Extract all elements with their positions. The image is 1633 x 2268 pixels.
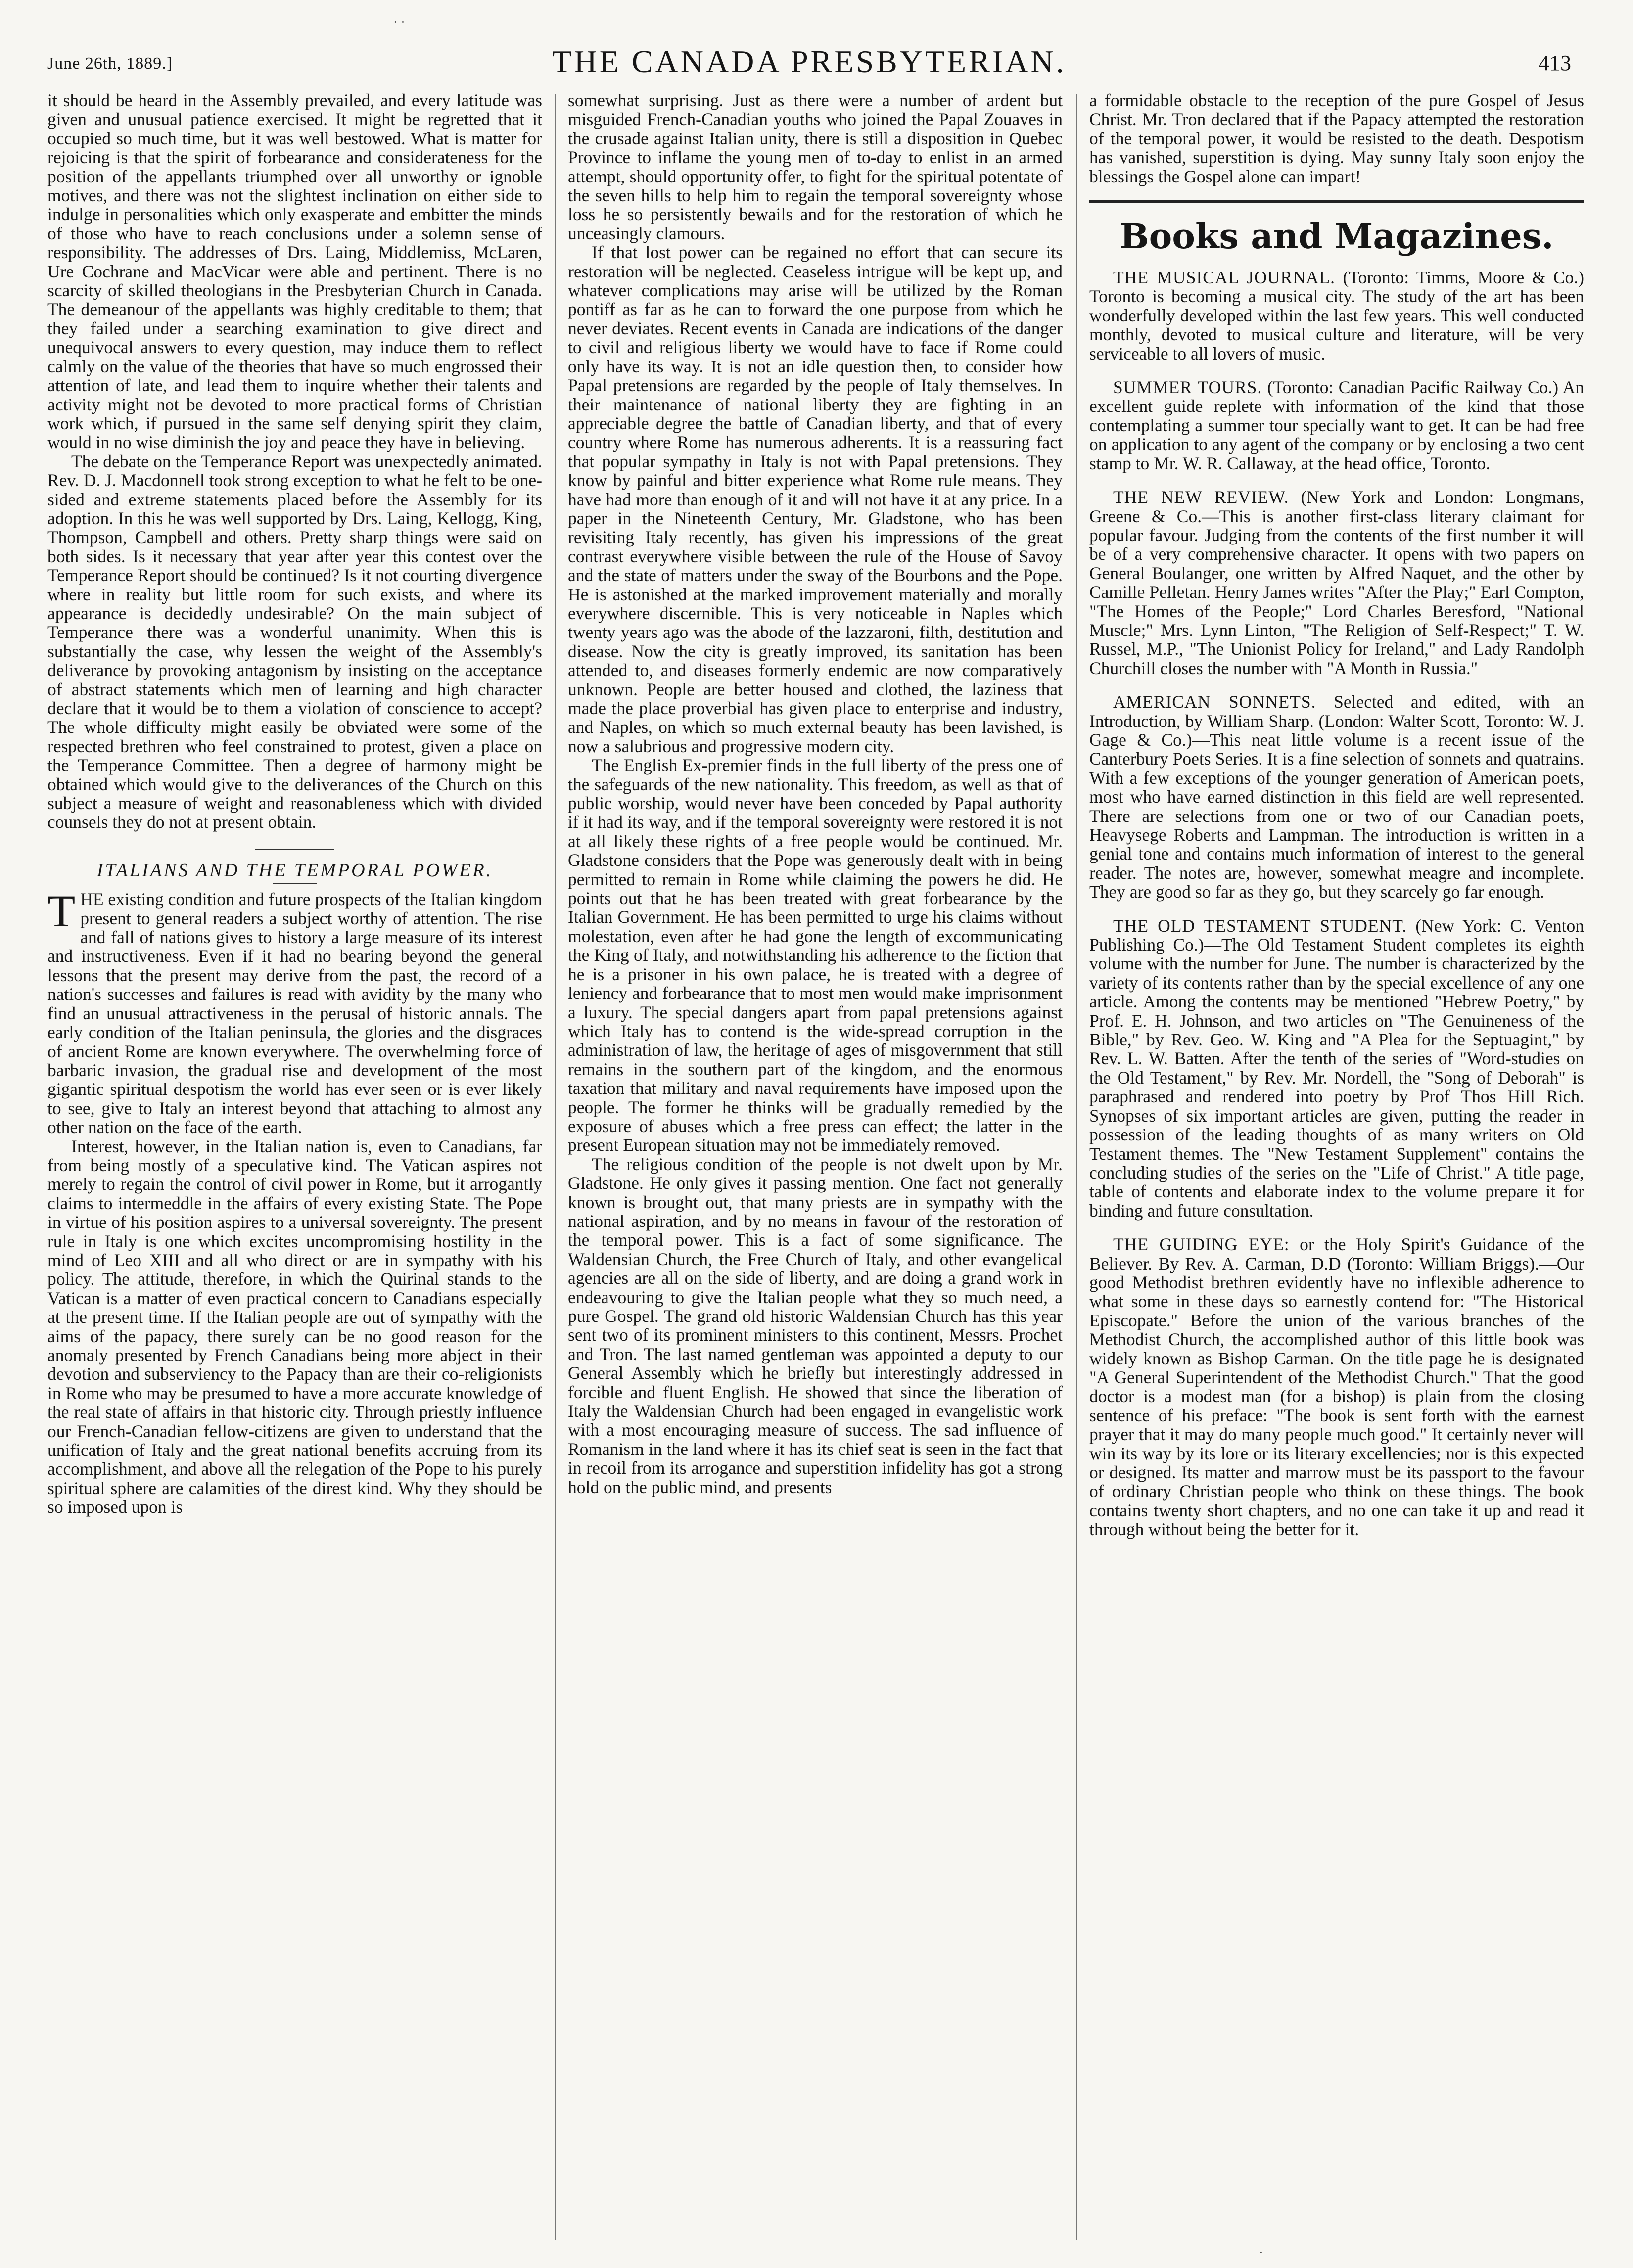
- body-paragraph: a formidable obstacle to the reception of the pure Gospel of Jesus Christ. Mr. Tron declared that if the Papacy attempted the restoration of the temporal power, it would be resisted to the death. Despotism has vanished, superstition is dying. May sunny Italy soon enjoy the blessings the Gospel alone can impart!: [1089, 91, 1584, 186]
- section-divider: [255, 849, 334, 850]
- review-title: SUMMER TOURS.: [1113, 377, 1262, 398]
- review-title: THE GUIDING EYE:: [1113, 1234, 1290, 1255]
- column-1: [47, 91, 542, 2237]
- review-item: [1089, 378, 1584, 473]
- review-body: (Toronto: Canadian Pacific Railway Co.) An excellent guide replete with information of the kind that those contemplating a summer tour specially want to get. It can be had free on application to any agent of the company or by enclosing a two cent stamp to Mr. W. R. Callaway, at the head office, Toronto.: [1089, 377, 1584, 473]
- column-2: [568, 91, 1063, 2237]
- review-body: (New York and London: Longmans, Greene & Co.—This is another first-class literary claimant for popular favour. Judging from the contents of the first number it will be of a very comprehensive character. It opens with two papers on General Boulanger, one written by Alfred Naquet, and the other by Camille Pelletan. Henry James writes "After the Play;" Earl Compton, "The Homes of the People;" Lord Charles Beresford, "National Muscle;" Mrs. Lynn Linton, "The Religion of Self-Respect;" T. W. Russel, M.P., "The Unionist Policy for Ireland," and Lady Randolph Churchill closes the number with "A Month in Russia.": [1089, 487, 1584, 678]
- review-item: [1089, 488, 1584, 678]
- review-item: [1089, 1235, 1584, 1539]
- review-body: or the Holy Spirit's Guidance of the Believer. By Rev. A. Carman, D.D (Toronto: William Briggs).—Our good Methodist brethren evidently have no inflexible adherence to what some in these days so earnestly contend for: "The Historical Episcopate." Before the union of the various branches of the Methodist Church, the accomplished author of this little book was widely known as Bishop Carman. On the title page he is designated "A General Superintendent of the Methodist Church." That the good doctor is a modest man (for a bishop) is plain from the closing sentence of his preface: "The book is sent forth with the earnest prayer that it may do many people much good." It certainly never will win its way by its lore or its literary excellencies; nor is this expected or designed. Its matter and marrow must be its passport to the favour of ordinary Christian people who think on these things. The book contains twenty short chapters, and no one can take it up and read it through without being the better for it.: [1089, 1234, 1584, 1540]
- title-underline: [273, 883, 317, 884]
- drop-cap: T: [47, 886, 76, 937]
- body-paragraph: If that lost power can be regained no effort that can secure its restoration will be neglected. Ceaseless intrigue will be kept up, and whatever complications may arise will be utilized by the Roman pontiff as far as he can to forward the one purpose from which he never deviates. Recent events in Canada are indications of the danger to civil and religious liberty we would have to face if Rome could only have its way. It is not an idle question then, to consider how Papal pretensions are regarded by the people of Italy themselves. In their maintenance of national liberty they are fighting in an appreciable degree the battle of Canadian liberty, and that of every country where Rome has numerous adherents. It is a reassuring fact that popular sympathy in Italy is not with Papal pretensions. They know by painful and bitter experience what Rome rule means. They have had more than enough of it and will not have it at any price. In a paper in the Nineteenth Century, Mr. Gladstone, who has been revisiting Italy recently, has given his impressions of the great contrast everywhere visible between the rule of the House of Savoy and the state of matters under the sway of the Bourbons and the Pope. He is astonished at the marked improvement materially and morally everywhere discernible. This is very noticeable in Naples which twenty years ago was the abode of the lazzaroni, filth, destitution and disease. Now the city is greatly improved, its sanitation has been attended to, and diseases formerly endemic are now comparatively unknown. People are better housed and clothed, the laziness that made the place proverbial has given place to enterprise and industry, and Naples, on which so much external beauty has been lavished, is now a salubrious and progressive modern city.: [568, 242, 1063, 756]
- review-title: AMERICAN SONNETS.: [1113, 692, 1316, 712]
- masthead: [47, 40, 1571, 84]
- review-body: Selected and edited, with an Introduction, by William Sharp. (London: Walter Scott, Toronto: W. J. Gage & Co.)—This neat little volume is a recent issue of the Canterbury Poets Series. It is a fine selection of sonnets and quatrains. With a few exceptions of the younger generation of American poets, most who have earned distinction in this field are well represented. There are selections from one or two of our Canadian poets, Heavysege Roberts and Lampman. The introduction is written in a genial tone and contains much information of interest to the general reader. The notes are, however, somewhat meagre and incomplete. They are good so far as they go, but they scarcely go far enough.: [1089, 692, 1584, 902]
- body-paragraph: The religious condition of the people is not dwelt upon by Mr. Gladstone. He only gives it passing mention. One fact not generally known is brought out, that many priests are in sympathy with the national aspiration, and by no means in favour of the restoration of the temporal power. This is a fact of some significance. The Waldensian Church, the Free Church of Italy, and other evangelical agencies are all on the side of liberty, and are doing a grand work in endeavouring to give the Italian people what they so much need, a pure Gospel. The grand old historic Waldensian Church has this year sent two of its prominent ministers to this continent, Messrs. Prochet and Tron. The last named gentleman was appointed a deputy to our General Assembly which he briefly but interestingly addressed in forcible and fluent English. He showed that since the liberation of Italy the Waldensian Church had been engaged in evangelistic work with a most encouraging measure of success. The sad influence of Romanism in the land where it has its chief seat is seen in the fact that in recoil from its arrogance and superstition infidelity has got a strong hold on the public mind, and presents: [568, 1154, 1063, 1497]
- review-body: (New York: C. Venton Publishing Co.)—The Old Testament Student completes its eighth volume with the number for June. The number is characterized by the variety of its contents rather than by the special excellence of any one article. Among the contents may be mentioned "Hebrew Poetry," by Prof. E. H. Johnson, and two articles on "The Genuineness of the Bible," by Rev. Geo. W. King and "A Plea for the Septuagint," by Rev. L. W. Batten. After the tenth of the series of "Word-studies on the Old Testament," by Rev. Mr. Nordell, the "Song of Deborah" is paraphrased and rendered into poetry by Prof Thos Hill Rich. Synopses of six important articles are given, putting the reader in possession of the leading thoughts of as many writers on Old Testament themes. The "New Testament Supplement" contains the concluding studies of the series on the "Life of Christ." A title page, table of contents and elaborate index to the volume prepare it for binding and future consultation.: [1089, 915, 1584, 1221]
- column-divider: [1076, 94, 1077, 2240]
- review-title: THE OLD TESTAMENT STUDENT.: [1113, 915, 1407, 936]
- review-item: [1089, 268, 1584, 363]
- article-lead-text: HE existing condition and future prospects of the Italian kingdom present to general readers a subject worthy of attention. The rise and fall of nations gives to history a large measure of its interest and instructiveness. Even if it had no bearing beyond the general lessons that the present may derive from the past, the record of a nation's successes and failures is read with avidity by the many who find an unusual attractiveness in the perusal of historic annals. The early condition of the Italian peninsula, the glories and the disgraces of ancient Rome are known everywhere. The overwhelming force of barbaric invasion, the gradual rise and development of the most gigantic spiritual despotism the world has ever seen or is ever likely to see, give to Italy an interest beyond that attaching to almost any other nation on the face of the earth.: [47, 889, 542, 1137]
- review-item: [1089, 692, 1584, 901]
- article-lead-paragraph: [47, 886, 542, 1137]
- review-body: (Toronto: Timms, Moore & Co.) Toronto is becoming a musical city. The study of the art has been wonderfully developed within the last few years. This well conducted monthly, devoted to musical culture and literature, will be very serviceable to all lovers of music.: [1089, 268, 1584, 363]
- review-title: THE MUSICAL JOURNAL.: [1113, 268, 1336, 288]
- body-paragraph: it should be heard in the Assembly prevailed, and every latitude was given and unusual patience exercised. It might be regretted that it occupied so much time, but it was well bestowed. What is matter for rejoicing is that the spirit of forbearance and considerateness for the position of the appellants triumphed over all unworthy or ignoble motives, and there was not the slightest inclination on either side to indulge in personalities which only exasperate and embitter the minds of those who have to reach conclusions under a solemn sense of responsibility. The addresses of Drs. Laing, Middlemiss, McLaren, Ure Cochrane and MacVicar were able and pertinent. There is no scarcity of skilled theologians in the Presbyterian Church in Canada. The demeanour of the appellants was highly creditable to them; that they failed under a searching examination to give direct and unequivocal answers to every question, may induce them to reflect calmly on the value of the theories that have so much engrossed their attention of late, and lead them to inquire whether their talents and activity might not be devoted to more practical forms of Christian work which, if pursued in the same self denying spirit they claim, would in no wise diminish the joy and peace they have in believing.: [47, 91, 542, 453]
- body-paragraph: somewhat surprising. Just as there were a number of ardent but misguided French-Canadian youths who joined the Papal Zouaves in the crusade against Italian unity, there is still a disposition in Quebec Province to inflame the young men of to-day to enlist in an armed attempt, should opportunity offer, to fight for the spiritual potentate of the seven hills to help him to regain the temporal sovereignty whose loss he so persistently bewails and for the restoration of which he unceasingly clamours.: [568, 91, 1063, 243]
- article-title: ITALIANS AND THE TEMPORAL POWER.: [96, 860, 493, 881]
- review-title: THE NEW REVIEW.: [1113, 487, 1289, 507]
- body-paragraph: Interest, however, in the Italian nation is, even to Canadians, far from being mostly of a speculative kind. The Vatican aspires not merely to regain the control of civil power in Rome, but it arrogantly claims to intermeddle in the affairs of every existing State. The Pope in virtue of his position aspires to a universal sovereignty. The present rule in Italy is one which excites uncompromising hostility in the mind of Leo XIII and all who direct or are in sympathy with his policy. The attitude, therefore, in which the Quirinal stands to the Vatican is a matter of even practical concern to Canadians especially at the present time. If the Italian people are out of sympathy with the aims of the papacy, there surely can be no good reason for the anomaly presented by French Canadians being more abject in their devotion and subserviency to the Papacy than are their co-religionists in Rome who may be presumed to have a more accurate knowledge of the real state of affairs in that historic city. Through priestly influence our French-Canadian fellow-citizens are given to understand that the unification of Italy and the great national benefits accruing from its accomplishment, and above all the relegation of the Pope to his purely spiritual sphere are calamities of the direst kind. Why they should be so imposed upon is: [47, 1136, 542, 1517]
- section-heading: Books and Magazines.: [1120, 216, 1554, 257]
- column-3: [1089, 91, 1584, 2237]
- newspaper-title: THE CANADA PRESBYTERIAN.: [552, 44, 1067, 79]
- section-rule: [1089, 200, 1584, 203]
- page-number: 413: [1539, 51, 1571, 75]
- print-speck: ·: [1259, 2245, 1263, 2260]
- print-speck: · ·: [393, 15, 405, 29]
- column-divider: [555, 94, 556, 2240]
- review-item: [1089, 916, 1584, 1221]
- body-paragraph: The English Ex-premier finds in the full liberty of the press one of the safeguards of the new nationality. This freedom, as well as that of public worship, would never have been conceded by Papal authority if it had its way, and if the temporal sovereignty were restored it is not at all likely these rights of a free people would be continued. Mr. Gladstone considers that the Pope was generously dealt with in being permitted to remain in Rome while claiming the powers he did. He points out that he has been treated with great forbearance by the Italian Government. He has been permitted to urge his claims without molestation, even after he had gone the length of excommunicating the King of Italy, and notwithstanding his adherence to the fiction that he is a prisoner in his own palace, he is treated with a degree of leniency and forbearance that to most men would make imprisonment a luxury. The special dangers apart from papal pretensions against which Italy has to contend is the wide-spread corruption in the administration of law, the heritage of ages of misgovernment that still remains in the southern part of the kingdom, and the enormous taxation that military and naval requirements have imposed upon the people. The former he thinks will be gradually remedied by the exposure of abuses which a free press can effect; the latter in the present European situation may not be immediately removed.: [568, 755, 1063, 1155]
- body-paragraph: The debate on the Temperance Report was unexpectedly animated. Rev. D. J. Macdonnell took strong exception to what he felt to be one-sided and extreme statements placed before the Assembly for its adoption. In this he was well supported by Drs. Laing, Kellogg, King, Thompson, Campbell and others. Pretty sharp things were said on both sides. Is it necessary that year after year this contest over the Temperance Report should be continued? Is it not courting divergence where in reality but little room for such exists, and where its appearance is decidedly undesirable? On the main subject of Temperance there was a wonderful unanimity. When this is substantially the case, why lessen the weight of the Assembly's deliverance by provoking antagonism by insisting on the acceptance of abstract statements which men of learning and high character declare that it would be to them a violation of conscience to accept? The whole difficulty might easily be obviated were some of the respected brethren who feel constrained to protest, given a place on the Temperance Committee. Then a degree of harmony might be obtained which would give to the deliverances of the Church on this subject a measure of weight and reasonableness which with divided counsels they do not at present obtain.: [47, 451, 542, 832]
- issue-date: June 26th, 1889.]: [47, 54, 173, 73]
